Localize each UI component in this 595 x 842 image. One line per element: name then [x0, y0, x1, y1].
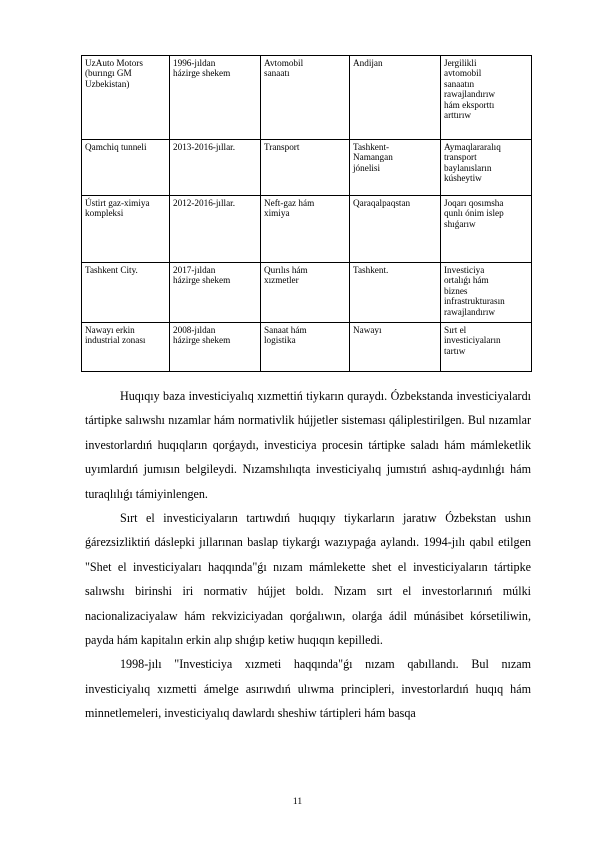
- table-row: [82, 56, 532, 140]
- table-cell: Qaraqalpaqstan: [350, 196, 441, 263]
- table-cell: Sırt el investiciyaların tartıw: [441, 323, 532, 372]
- table-cell: 2013-2016-jıllar.: [170, 140, 261, 196]
- table-cell: Aymaqlararalıq transport baylanısların kúsheytiw: [441, 140, 532, 196]
- table-cell: 2012-2016-jıllar.: [170, 196, 261, 263]
- table-cell: 2017-jıldan házirge shekem: [170, 263, 261, 323]
- table-cell: Jergilikli avtomobil sanaatın rawajlandırıw hám eksporttı arttırıw: [441, 56, 532, 140]
- table-row: [82, 196, 532, 263]
- table-row: [82, 323, 532, 372]
- table-cell: Nawayı erkin industrial zonası: [82, 323, 170, 372]
- table-cell: 2008-jıldan házirge shekem: [170, 323, 261, 372]
- table-cell: Qurılıs hám xızmetler: [261, 263, 350, 323]
- table-cell: Avtomobil sanaatı: [261, 56, 350, 140]
- table-cell: Neft-gaz hám ximiya: [261, 196, 350, 263]
- table-cell: Joqarı qosımsha qunlı ónim islep shıǵarıw: [441, 196, 532, 263]
- table-cell: Tashkent.: [350, 263, 441, 323]
- table-cell: Qamchiq tunneli: [82, 140, 170, 196]
- table-cell: Ústirt gaz-ximiya kompleksi: [82, 196, 170, 263]
- paragraph: 1998-jılı "Investiciya xızmeti haqqında"ǵı nızam qabıllandı. Bul nızam investiciyalıq xızmetti ámelge asırıwdıń ulıwma principleri, investorlardıń huqıq hám minnetlemeleri, investiciyalıq dawlardı sheshiw tártipleri hám basqa: [85, 657, 531, 721]
- paragraph: Huqıqıy baza investiciyalıq xızmettiń tiykarın quraydı. Ózbekstanda investiciyalardı tártipke salıwshı nızamlar hám normativlik hújjetler sisteması qáliplestirilgen. Bul nızamlar investorlardıń huqıqların qorǵaydı, investiciya procesin tártipke saladı hám mámleketlik uyımlardıń jumısın belgileydi. Nızamshılıqta investiciyalıq jumıstıń ashıq-aydınlıǵı hám turaqlılıǵı támiyinlengen.: [85, 389, 531, 501]
- table-cell: Sanaat hám logistika: [261, 323, 350, 372]
- paragraph: Sırt el investiciyaların tartıwdıń huqıqıy tiykarların jaratıw Ózbekstan ushın ǵárezsizliktiń dáslepki jıllarınan baslap tiykarǵı wazıypaǵa aylandı. 1994-jılı qabıl etilgen "Shet el investiciyaları haqqında"ǵı nızam mámlekette shet el investiciyaların tártipke salıwshı birinshi iri normativ hújjet boldı. Nızam sırt el investorlarınıń múlki nacionalizaciyalaw hám rekviziciyadan qorǵalıwın, olarǵa ádil múnásibet kórsetiliwin, payda hám kapitalın erkin alıp shıǵıp ketiw huqıqın kepilledi.: [85, 511, 531, 648]
- table-cell: Andijan: [350, 56, 441, 140]
- table-row: [82, 263, 532, 323]
- table-cell: Investiciya ortalıǵı hám biznes infrastrukturasın rawajlandırıw: [441, 263, 532, 323]
- table-cell: 1996-jıldan házirge shekem: [170, 56, 261, 140]
- table-cell: Tashkent City.: [82, 263, 170, 323]
- table-cell: UzAuto Motors (burıngı GM Uzbekistan): [82, 56, 170, 140]
- table-cell: Nawayı: [350, 323, 441, 372]
- investment-projects-table: [81, 55, 532, 372]
- page-number: 11: [292, 797, 303, 807]
- table-cell: Tashkent- Namangan jónelisi: [350, 140, 441, 196]
- table-cell: Transport: [261, 140, 350, 196]
- table-row: [82, 140, 532, 196]
- body-text: [85, 384, 531, 726]
